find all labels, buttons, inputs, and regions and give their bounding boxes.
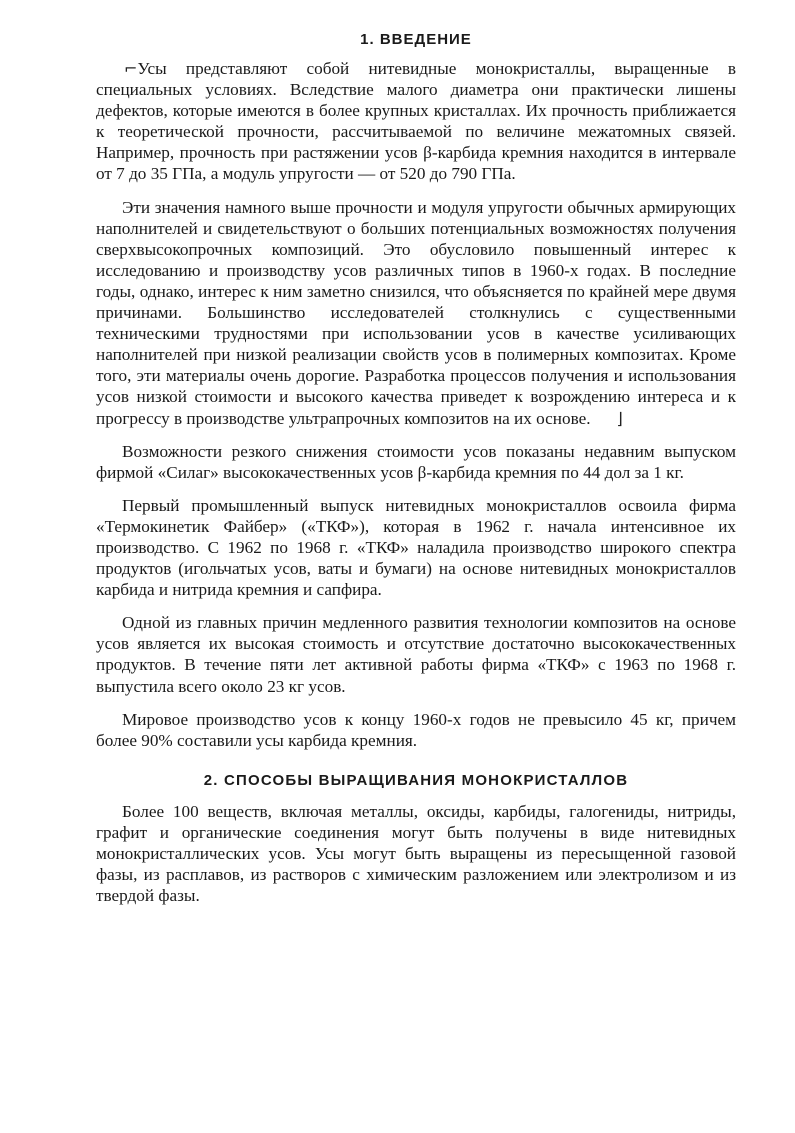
paragraph-text: Усы представляют собой нитевидные монокристаллы, выращенные в специальных условиях. Вследствие малого диаметра они практически лишены дефектов, которые имеются в более крупных кристаллах. Их прочность приближается к теоретической прочности, рассчитываемой по величине межатомных связей. Например, прочность при растяжении усов β-карбида кремния находится в интервале от 7 до 35 ГПа, а модуль упругости — от 520 до 790 ГПа. [96,59,736,184]
paragraph [96,197,736,429]
section-heading-growth-methods: 2. СПОСОБЫ ВЫРАЩИВАНИЯ МОНОКРИСТАЛЛОВ [203,771,629,789]
paragraph [96,58,736,185]
paragraph: Мировое производство усов к концу 1960-х годов не превысило 45 кг, причем более 90% составили усы карбида кремния. [96,709,736,750]
bracket-open-mark-icon: ⌐ [124,59,138,78]
paragraph: Первый промышленный выпуск нитевидных монокристаллов освоила фирма «Термокинетик Файбер» («ТКФ»), которая в 1962 г. начала интенсивное их производство. С 1962 по 1968 г. «ТКФ» наладила производство широкого спектра продуктов (игольчатых усов, ваты и бумаги) на основе нитевидных монокристаллов карбида и нитрида кремния и сапфира. [96,495,736,600]
paragraph: Одной из главных причин медленного развития технологии композитов на основе усов является их высокая стоимость и отсутствие достаточно высококачественных продуктов. В течение пяти лет активной работы фирма «ТКФ» с 1963 по 1968 г. выпустила всего около 23 кг усов. [96,613,736,696]
paragraph: Возможности резкого снижения стоимости усов показаны недавним выпуском фирмой «Силаг» высококачественных усов β-карбида кремния по 44 дол за 1 кг. [96,441,736,482]
section-heading-introduction: 1. ВВЕДЕНИЕ [360,31,472,48]
paragraph-text: Эти значения намного выше прочности и модуля упругости обычных армирующих наполнителей и свидетельствуют о больших потенциальных возможностях получения сверхвысокопрочных композиций. Это обусловило повышенный интерес к исследованию и производству усов различных типов в 1960-х годах. В последние годы, однако, интерес к ним заметно снизился, что объясняется по крайней мере двумя причинами. Большинство исследователей столкнулись с существенными техническими трудностями при использовании усов в качестве усиливающих наполнителей при низкой реализации свойств усов в полимерных композитах. Кроме того, эти материалы очень дорогие. Разработка процессов получения и использования усов низкой стоимости и высокого качества приведет к возрождению интереса и к прогрессу в производстве ультрапрочных композитов на их основе. [96,197,736,428]
bracket-close-mark-icon: ⌋ [616,408,623,428]
document-page [96,30,736,918]
paragraph: Более 100 веществ, включая металлы, оксиды, карбиды, галогениды, нитриды, графит и органические соединения могут быть получены в виде нитевидных монокристаллических усов. Усы могут быть выращены из пересыщенной газовой фазы, из расплавов, из растворов с химическим разложением или электролизом и из твердой фазы. [96,801,736,906]
